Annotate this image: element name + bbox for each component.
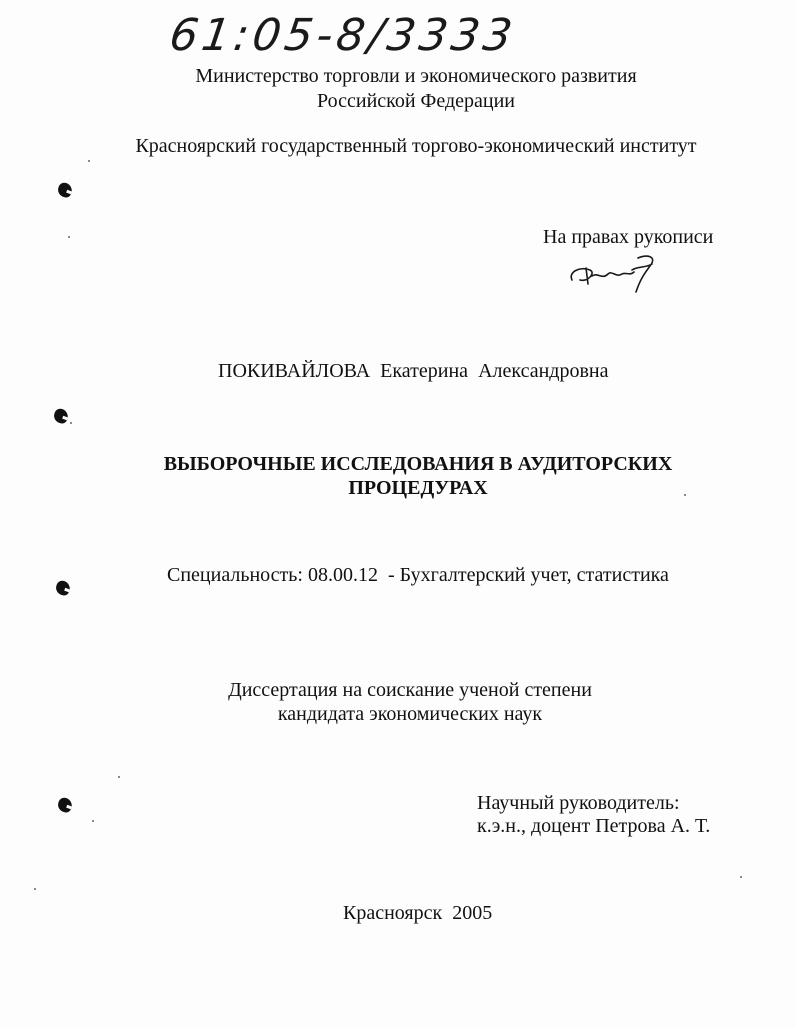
scan-speck: [34, 888, 36, 890]
binding-hole-mark: [56, 796, 74, 814]
supervisor-name: к.э.н., доцент Петрова А. Т.: [477, 815, 711, 837]
specialty: [167, 564, 669, 587]
supervisor-label: Научный руководитель:: [477, 792, 680, 814]
city-year: Красноярск 2005: [343, 902, 493, 924]
institute-name: Красноярский государственный торгово-экономический институт: [135, 135, 697, 157]
ministry-line-2: Российской Федерации: [316, 90, 516, 112]
binding-hole-mark: [54, 579, 72, 597]
handwritten-registry-number: 61:05-8/3333: [166, 10, 520, 61]
specialty-value: - Бухгалтерский учет, статистика: [387, 564, 669, 586]
binding-hole-mark: [56, 181, 74, 199]
dissertation-title-line-1: ВЫБОРОЧНЫЕ ИССЛЕДОВАНИЯ В АУДИТОРСКИХ: [163, 453, 673, 475]
author-surname: ПОКИВАЙЛОВА: [218, 360, 371, 382]
scan-speck: [740, 876, 742, 878]
manuscript-rights-note: На правах рукописи: [543, 226, 714, 248]
author-name: [218, 360, 608, 383]
scan-speck: [118, 776, 120, 778]
specialty-label: Специальность: 08.00.12: [167, 564, 378, 586]
scan-speck: [70, 422, 72, 424]
scan-speck: [92, 820, 94, 822]
dissertation-degree-line-2: кандидата экономических наук: [277, 703, 543, 725]
ministry-line-1: Министерство торговли и экономического развития: [195, 65, 637, 87]
dissertation-title-line-2: ПРОЦЕДУРАХ: [348, 477, 488, 499]
scan-speck: [68, 236, 70, 238]
dissertation-degree-line-1: Диссертация на соискание ученой степени: [228, 679, 592, 701]
scan-speck: [684, 494, 686, 496]
author-given-names: Екатерина Александровна: [380, 360, 609, 382]
binding-hole-mark: [52, 407, 70, 425]
signature-icon: [566, 250, 666, 296]
scan-speck: [88, 160, 90, 162]
